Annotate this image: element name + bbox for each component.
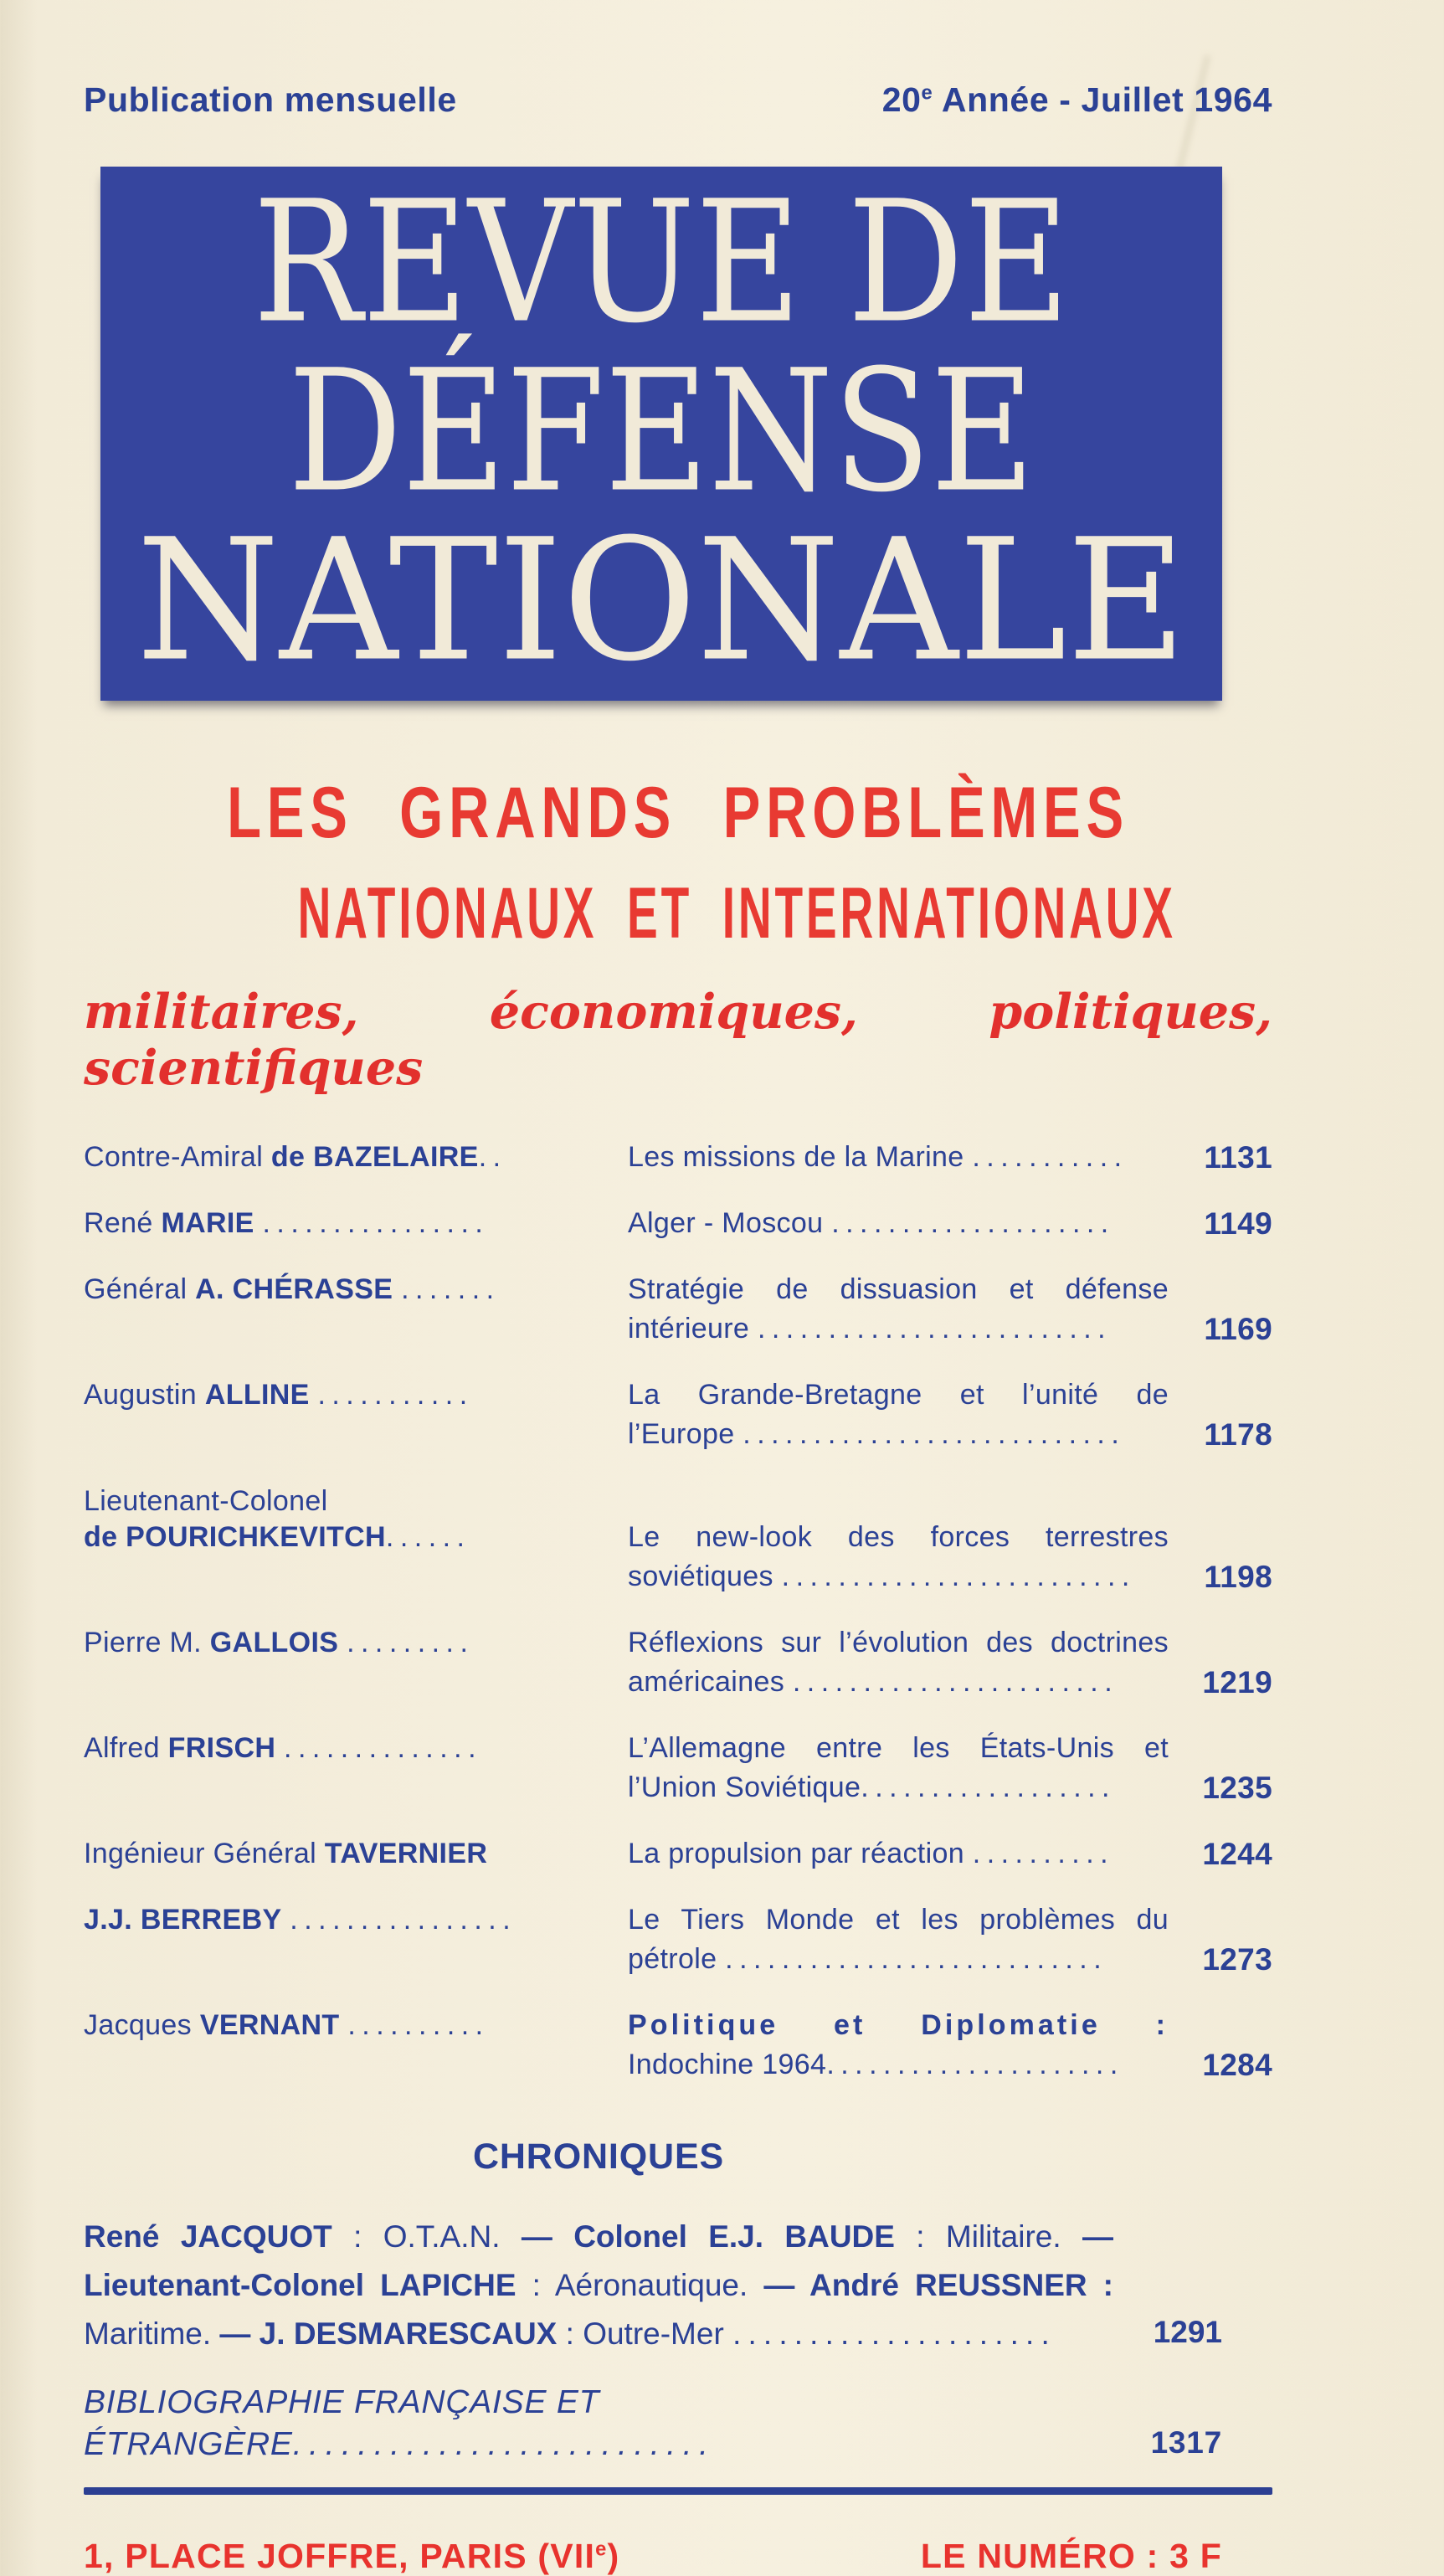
leader-dots: .. (478, 1141, 507, 1173)
leader-dots: ......................... (781, 1561, 1136, 1592)
chronique-topic: Maritime. (84, 2316, 220, 2351)
leader-dots: .............. (284, 1732, 483, 1764)
author-title: Augustin (84, 1379, 205, 1411)
toc-author (84, 1834, 628, 1874)
chroniques-paragraph (84, 2213, 1222, 2358)
author-title: Contre-Amiral (84, 1141, 271, 1173)
leader-dots: .......................... (292, 2426, 716, 2462)
bibliography-page-number: 1317 (1150, 2425, 1222, 2460)
title-text-line2: Indochine 1964 (628, 2049, 827, 2080)
title-text-line2: pétrole (628, 1943, 717, 1975)
toc-row-pourichkevitch (84, 1484, 1272, 1597)
leader-dots: ................ (290, 1904, 517, 1936)
bibliography-line (84, 2382, 1222, 2465)
toc-row-frisch (84, 1729, 1272, 1807)
toc-title (628, 2006, 1180, 2085)
toc-author (84, 1484, 628, 1597)
masthead-title-block (100, 167, 1222, 701)
headline-line-2: NATIONAUX ET INTERNATIONAUX (297, 873, 1176, 954)
leader-dots: .................... (831, 1207, 1115, 1239)
toc-row-cherasse (84, 1270, 1272, 1349)
chronique-topic: : Aéronautique. (516, 2268, 764, 2302)
title-text-line1: Politique et Diplomatie : (628, 2009, 1169, 2041)
author-name: MARIE (161, 1207, 254, 1239)
toc-page-number: 1273 (1202, 1942, 1272, 1977)
toc-row-vernant (84, 2006, 1272, 2085)
toc-page-number: 1219 (1202, 1665, 1272, 1699)
toc-page-number: 1284 (1202, 2048, 1272, 2082)
toc-title (628, 1138, 1180, 1177)
toc-page-number: 1149 (1204, 1206, 1272, 1241)
toc-page-number: 1178 (1204, 1417, 1272, 1452)
toc-author (84, 2006, 628, 2085)
author-title: Jacques (84, 2009, 200, 2041)
leader-dots: ........... (317, 1379, 474, 1411)
author-title: Ingénieur Général (84, 1838, 325, 1869)
author-name: GALLOIS (209, 1627, 339, 1658)
footer (84, 2537, 1272, 2576)
headline-line-1: LES GRANDS PROBLÈMES (227, 773, 1129, 853)
author-name: ALLINE (204, 1379, 310, 1411)
author-name: TAVERNIER (324, 1838, 488, 1869)
table-of-contents (84, 1138, 1272, 2085)
title-text: Les missions de la Marine (628, 1141, 964, 1173)
masthead-line-2: DÉFENSE (288, 334, 1035, 530)
author-name: de POURICHKEVITCH (84, 1521, 386, 1553)
leader-dots: ......................... (757, 1313, 1113, 1345)
toc-row-alline (84, 1375, 1272, 1454)
address-text: 1, PLACE JOFFRE, PARIS (VII (84, 2537, 596, 2575)
title-text-line1: Le new-look des forces terrestres (628, 1521, 1169, 1553)
author-title: Alfred (84, 1732, 168, 1764)
toc-title (628, 1518, 1180, 1597)
toc-author (84, 1270, 628, 1349)
leader-dots: ...... (385, 1521, 471, 1553)
toc-row-tavernier (84, 1834, 1272, 1874)
toc-title (628, 1729, 1180, 1807)
title-text-line2: intérieure (628, 1313, 750, 1345)
title-text-line1: Réflexions sur l’évolution des doctrines (628, 1627, 1169, 1658)
footer-divider-rule (84, 2487, 1272, 2495)
title-text-line2: soviétiques (628, 1561, 773, 1592)
leader-dots: .......... (347, 2009, 490, 2041)
leader-dots: ......... (347, 1627, 475, 1658)
chronique-author: — J. DESMARESCAUX (219, 2316, 558, 2351)
masthead-line-3: NATIONALE (136, 503, 1187, 699)
leader-dots: ........................... (725, 1943, 1108, 1975)
title-text-line1: L’Allemagne entre les États-Unis et (628, 1732, 1169, 1764)
top-header (84, 0, 1272, 120)
leader-dots: ..................... (732, 2316, 1056, 2351)
author-rank-line: Lieutenant-Colonel (84, 1484, 328, 1517)
masthead-line-1: REVUE DE (253, 165, 1070, 361)
title-text: Alger - Moscou (628, 1207, 824, 1239)
toc-title (628, 1623, 1180, 1702)
chronique-topic: : O.T.A.N. (331, 2219, 522, 2254)
leader-dots: .................. (861, 1771, 1116, 1803)
author-title: Général (84, 1273, 196, 1305)
leader-dots: ....... (401, 1273, 501, 1305)
issue-date-text: Année - Juillet 1964 (933, 80, 1272, 119)
title-text-line1: Stratégie de dissuasion et défense (628, 1273, 1169, 1305)
author-name: J.J. BERREBY (84, 1904, 282, 1936)
toc-page-number: 1198 (1204, 1560, 1272, 1594)
chronique-topic: : Militaire. (894, 2219, 1082, 2254)
issue-year-ordinal: e (921, 81, 933, 105)
issue-price: LE NUMÉRO : 3 F (920, 2537, 1222, 2575)
toc-author (84, 1623, 628, 1702)
toc-page-number: 1244 (1202, 1837, 1272, 1871)
chroniques-heading: CHRONIQUES (472, 2136, 725, 2177)
author-name: A. CHÉRASSE (195, 1273, 393, 1305)
toc-title (628, 1834, 1180, 1874)
title-text-line2: américaines (628, 1666, 785, 1698)
leader-dots: ....................... (792, 1666, 1119, 1698)
address-close: ) (607, 2537, 620, 2575)
author-title: René (84, 1207, 162, 1239)
toc-title (628, 1900, 1180, 1979)
publication-frequency: Publication mensuelle (84, 80, 457, 119)
toc-title (628, 1375, 1180, 1454)
chronique-topic: : Outre-Mer (557, 2316, 733, 2351)
toc-author (84, 1900, 628, 1979)
leader-dots: .......... (972, 1838, 1115, 1869)
magazine-cover (84, 0, 1272, 2576)
leader-dots: ........................... (743, 1418, 1126, 1450)
toc-row-berreby (84, 1900, 1272, 1979)
toc-row-gallois (84, 1623, 1272, 1702)
bibliography-label: BIBLIOGRAPHIE FRANÇAISE ET ÉTRANGÈRE (84, 2384, 600, 2462)
author-title: Pierre M. (84, 1627, 210, 1658)
leader-dots: ................ (262, 1207, 490, 1239)
author-name: de BAZELAIRE (270, 1141, 479, 1173)
toc-author (84, 1138, 628, 1177)
toc-page-number: 1131 (1204, 1140, 1272, 1175)
toc-author (84, 1729, 628, 1807)
leader-dots: ........... (972, 1141, 1128, 1173)
theme-headline (84, 771, 1272, 955)
toc-author (84, 1375, 628, 1454)
issue-date (882, 80, 1272, 120)
title-text-line2: l’Europe (628, 1418, 735, 1450)
chronique-author: — André REUSSNER : (763, 2268, 1113, 2302)
issue-year-number: 20 (881, 80, 922, 119)
chronique-author: — Lieutenant-Colonel LAPICHE (84, 2219, 1113, 2302)
toc-title (628, 1270, 1180, 1349)
address-ordinal: e (595, 2537, 608, 2561)
title-text-line1: Le Tiers Monde et les problèmes du (628, 1904, 1169, 1936)
chronique-author: René JACQUOT (84, 2219, 332, 2254)
toc-row-bazelaire (84, 1138, 1272, 1177)
author-name: FRISCH (167, 1732, 276, 1764)
toc-title (628, 1204, 1180, 1243)
chronique-author: — Colonel E.J. BAUDE (521, 2219, 895, 2254)
chroniques-page-number: 1291 (1153, 2315, 1222, 2349)
publisher-address (84, 2537, 619, 2576)
toc-author (84, 1204, 628, 1243)
title-text: La propulsion par réaction (628, 1838, 964, 1869)
toc-row-marie (84, 1204, 1272, 1243)
leader-dots: ..................... (826, 2049, 1124, 2080)
title-text-line2: l’Union Soviétique (628, 1771, 861, 1803)
toc-page-number: 1169 (1204, 1312, 1272, 1346)
title-text-line1: La Grande-Bretagne et l’unité de (628, 1379, 1169, 1411)
toc-page-number: 1235 (1202, 1771, 1272, 1805)
author-name: VERNANT (199, 2009, 340, 2041)
headline-subtitle: militaires, économiques, politiques, scientifiques (84, 984, 1272, 1096)
